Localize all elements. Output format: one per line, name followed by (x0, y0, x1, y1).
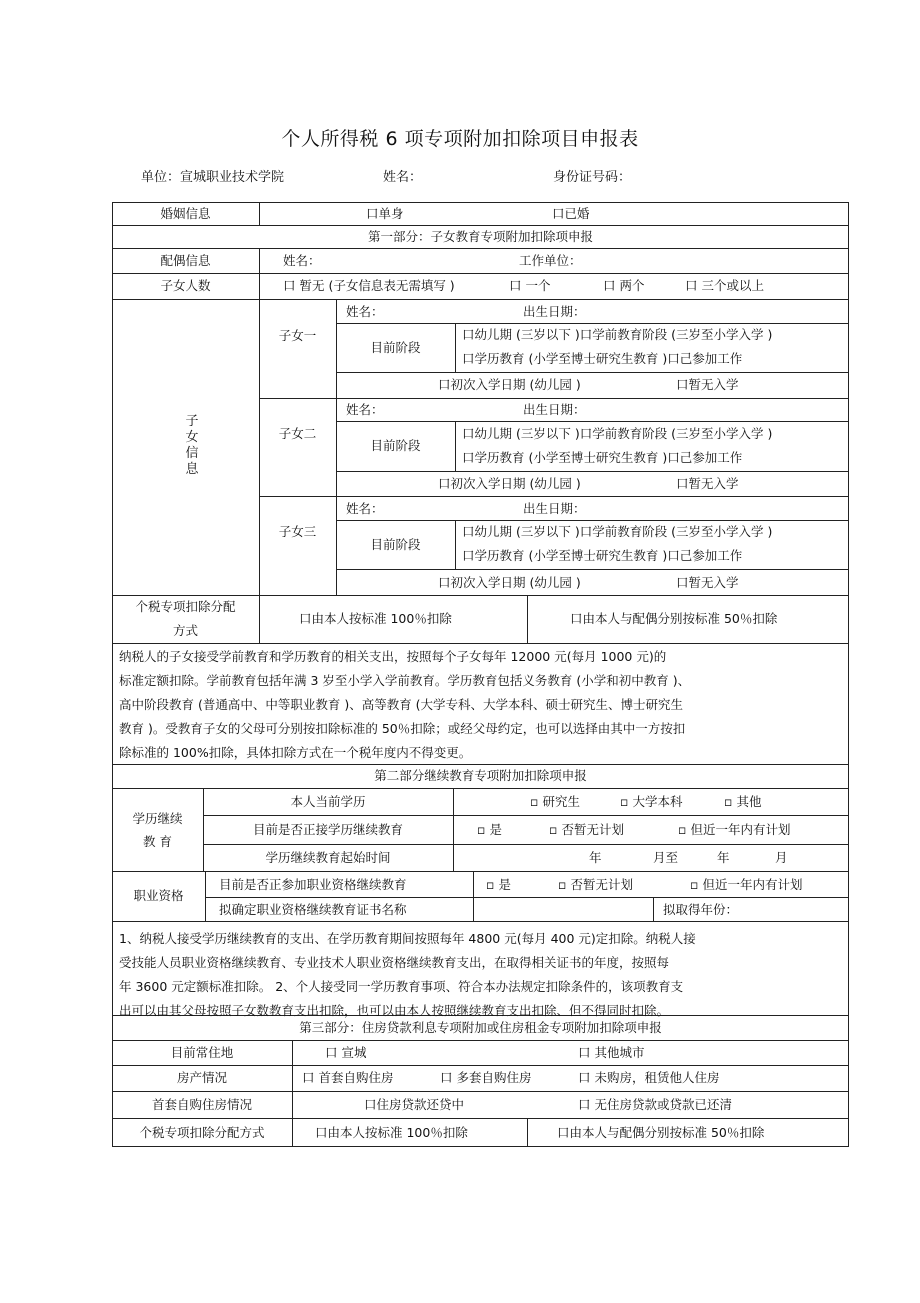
child1-first-enroll[interactable]: 口初次入学日期 (幼儿园 ) (438, 377, 581, 392)
residence-other-checkbox[interactable]: 口 其他城市 (578, 1045, 645, 1060)
unit-label: 单位：宣城职业技术学院 (141, 170, 285, 185)
spouse-work-field[interactable]: 工作单位： (519, 253, 582, 268)
child2-first-enroll[interactable]: 口初次入学日期 (幼儿园 ) (438, 476, 581, 491)
part1-heading: 第一部分：子女教育专项附加扣除项申报 (367, 229, 593, 244)
spouse-name-field[interactable]: 姓名： (283, 253, 321, 268)
loan-repaying-checkbox[interactable]: 口住房贷款还贷中 (364, 1097, 465, 1112)
child2-stage-options-2[interactable]: 口学历教育 (小学至博士研究生教育 )口己参加工作 (462, 450, 743, 465)
part1-note: 纳税人的子女接受学前教育和学历教育的相关支出，按照每个子女每年 12000 元(每月 1000 元)的 标准定额扣除。学前教育包括年满 3 岁至小学入学前教育。学历教育包括义务教育 (小学和初中教育 )、 高中阶段教育 (普通高中、中等职业教育 )、高等教育 (大学专科、大学本科、硕士研究生、博士研究生 教育 )。受教育子女的父母可分别按扣除标准的 50％扣除；或经父母约定，也可以选择由其中一方按扣 除标准的 100%扣除，具体扣除方式在一个税年度内不得变更。 (119, 649, 691, 760)
child1-stage-options-1[interactable]: 口幼儿期 (三岁以下 )口学前教育阶段 (三岁至小学入学 ) (462, 327, 773, 342)
start-month-label: 月至 (653, 850, 679, 865)
cert-name-label: 拟确定职业资格继续教育证书名称 (219, 902, 407, 917)
degree-postgrad-checkbox[interactable]: ▫ 研究生 (530, 794, 580, 809)
child1-name-field[interactable]: 姓名： (346, 304, 384, 319)
child3-not-enrolled[interactable]: 口暂无入学 (676, 575, 739, 590)
degree-other-checkbox[interactable]: ▫ 其他 (724, 794, 762, 809)
start-year-label: 年 (589, 850, 602, 865)
current-degree-label: 本人当前学历 (290, 794, 366, 809)
child2-label: 子女二 (278, 426, 317, 441)
count-one-checkbox[interactable]: 口 一个 (509, 278, 551, 293)
child1-label: 子女一 (278, 328, 317, 343)
child2-name-field[interactable]: 姓名： (346, 402, 384, 417)
child1-stage-options-2[interactable]: 口学历教育 (小学至博士研究生教育 )口己参加工作 (462, 351, 743, 366)
child2-stage-options-1[interactable]: 口幼儿期 (三岁以下 )口学前教育阶段 (三岁至小学入学 ) (462, 426, 773, 441)
page-title: 个人所得税 6 项专项附加扣除项目申报表 (281, 128, 639, 150)
child1-stage-label: 目前阶段 (370, 340, 421, 355)
part2-note: 1、纳税人接受学历继续教育的支出、在学历教育期间按照每年 4800 元(每月 400 元)定扣除。纳税人接 受技能人员职业资格继续教育、专业技术人职业资格继续教育支出，在取得相关证书的年度，按照每 年 3600 元定额标准扣除。 2、个人接受同一学历教育事项、符合本办法规定扣除条件的，该项教育支 出可以由其父母按照子女数教育支出扣除，也可以由本人按照继续教育支出扣除、但不得同时扣除。 (119, 931, 696, 1018)
child3-label: 子女三 (278, 524, 317, 539)
count-two-checkbox[interactable]: 口 两个 (603, 278, 645, 293)
child3-stage-options-1[interactable]: 口幼儿期 (三岁以下 )口学前教育阶段 (三岁至小学入学 ) (462, 524, 773, 539)
count-none-checkbox[interactable]: 口 暂无 (子女信息表无需填写 ) (283, 278, 455, 293)
degree-edu-label-1: 学历继续 (132, 811, 183, 826)
prof-qual-label: 职业资格 (133, 888, 184, 903)
receiving-degree-edu-label: 目前是否正接学历继续教育 (252, 822, 403, 837)
child1-not-enrolled[interactable]: 口暂无入学 (676, 377, 739, 392)
degree-no-plan-checkbox[interactable]: ▫ 否暂无计划 (549, 822, 624, 837)
married-checkbox[interactable]: 口已婚 (552, 206, 590, 221)
spouse-label: 配偶信息 (160, 253, 211, 268)
part3-alloc-self-checkbox[interactable]: 口由本人按标准 100％扣除 (315, 1125, 468, 1140)
property-first-checkbox[interactable]: 口 首套自购住房 (302, 1070, 394, 1085)
id-label: 身份证号码： (553, 170, 632, 185)
first-home-label: 首套自购住房情况 (151, 1097, 252, 1112)
property-none-checkbox[interactable]: 口 未购房，租赁他人住房 (578, 1070, 720, 1085)
part3-heading: 第三部分：住房贷款利息专项附加或住房租金专项附加扣除项申报 (299, 1020, 662, 1035)
child2-not-enrolled[interactable]: 口暂无入学 (676, 476, 739, 491)
part2-heading: 第二部分继续教育专项附加扣除项申报 (374, 768, 587, 783)
name-label: 姓名： (383, 170, 423, 185)
child3-stage-options-2[interactable]: 口学历教育 (小学至博士研究生教育 )口己参加工作 (462, 548, 743, 563)
single-checkbox[interactable]: 口单身 (366, 206, 404, 221)
prof-receiving-label: 目前是否正参加职业资格继续教育 (219, 877, 407, 892)
alloc-label-line1: 个税专项扣除分配 (135, 599, 236, 614)
count-three-checkbox[interactable]: 口 三个或以上 (685, 278, 764, 293)
residence-xuancheng-checkbox[interactable]: 口 宣城 (325, 1045, 367, 1060)
residence-label: 目前常住地 (170, 1045, 234, 1060)
degree-plan-checkbox[interactable]: ▫ 但近一年内有计划 (678, 822, 791, 837)
degree-bachelor-checkbox[interactable]: ▫ 大学本科 (620, 794, 683, 809)
property-label: 房产情况 (176, 1070, 227, 1085)
part3-alloc-label: 个税专项扣除分配方式 (139, 1125, 265, 1140)
alloc-label-line2: 方式 (172, 623, 198, 638)
degree-yes-checkbox[interactable]: ▫ 是 (477, 822, 502, 837)
prof-no-plan-checkbox[interactable]: ▫ 否暂无计划 (558, 877, 633, 892)
child3-name-field[interactable]: 姓名： (346, 501, 384, 516)
child3-stage-label: 目前阶段 (370, 537, 421, 552)
child3-first-enroll[interactable]: 口初次入学日期 (幼儿园 ) (438, 575, 581, 590)
marriage-label: 婚姻信息 (160, 206, 211, 221)
part3-alloc-split-checkbox[interactable]: 口由本人与配偶分别按标准 50％扣除 (557, 1125, 765, 1140)
property-multi-checkbox[interactable]: 口 多套自购住房 (440, 1070, 532, 1085)
child-info-label: 子女信息 (185, 414, 199, 477)
children-count-label: 子女人数 (160, 278, 211, 293)
child2-birth-field[interactable]: 出生日期： (523, 402, 586, 417)
child1-birth-field[interactable]: 出生日期： (523, 304, 586, 319)
child2-stage-label: 目前阶段 (370, 438, 421, 453)
loan-cleared-checkbox[interactable]: 口 无住房贷款或贷款已还清 (578, 1097, 732, 1112)
end-year-label: 年 (717, 850, 730, 865)
alloc-self-checkbox[interactable]: 口由本人按标准 100％扣除 (299, 611, 452, 626)
degree-edu-label-2: 教 育 (143, 834, 172, 849)
child3-birth-field[interactable]: 出生日期： (523, 501, 586, 516)
prof-yes-checkbox[interactable]: ▫ 是 (486, 877, 511, 892)
cert-year-field[interactable]: 拟取得年份： (663, 902, 739, 917)
prof-plan-checkbox[interactable]: ▫ 但近一年内有计划 (690, 877, 803, 892)
end-month-label: 月 (775, 850, 788, 865)
degree-start-time-label: 学历继续教育起始时间 (265, 850, 391, 865)
alloc-split-checkbox[interactable]: 口由本人与配偶分别按标准 50％扣除 (570, 611, 778, 626)
